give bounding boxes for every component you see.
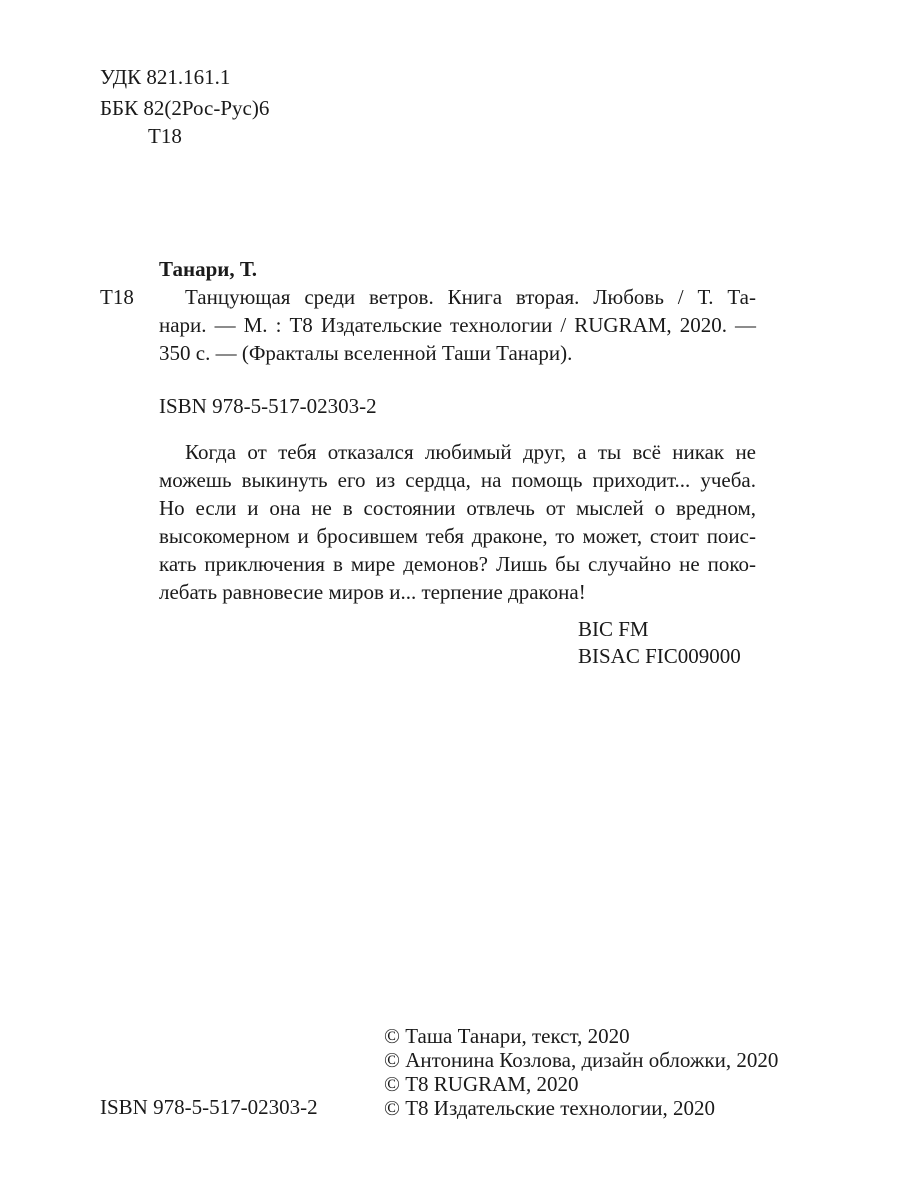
record-description-line-3: 350 с. — (Фракталы вселенной Таши Танари).: [159, 341, 573, 365]
annotation-line-1: Когда от тебя отказался любимый друг, а ты всё никак не: [185, 440, 756, 464]
copyright-line-3: © Т8 RUGRAM, 2020: [384, 1072, 579, 1096]
record-description-line-1: Танцующая среди ветров. Книга вторая. Любовь / Т. Та-: [185, 285, 756, 309]
annotation-line-2: можешь выкинуть его из сердца, на помощь приходит... учеба.: [159, 468, 756, 492]
copyright-line-1: © Таша Танари, текст, 2020: [384, 1024, 630, 1048]
annotation-line-6: лебать равновесие миров и... терпение дракона!: [159, 580, 586, 604]
bbk-code: ББК 82(2Рос-Рус)6: [100, 96, 270, 120]
udk-code: УДК 821.161.1: [100, 65, 231, 89]
record-author-mark: Т18: [100, 285, 134, 309]
annotation-line-4: высокомерном и бросившем тебя драконе, то может, стоит поис-: [159, 524, 756, 548]
bic-code: BIC FM: [578, 617, 649, 641]
bisac-code: BISAC FIC009000: [578, 644, 741, 668]
annotation-line-5: кать приключения в мире демонов? Лишь бы случайно не поко-: [159, 552, 756, 576]
copyright-line-4: © Т8 Издательские технологии, 2020: [384, 1096, 715, 1120]
annotation-line-3: Но если и она не в состоянии отвлечь от мыслей о вредном,: [159, 496, 756, 520]
record-description-line-2: нари. — М. : Т8 Издательские технологии / RUGRAM, 2020. —: [159, 313, 756, 337]
record-isbn: ISBN 978-5-517-02303-2: [159, 394, 377, 418]
copyright-line-2: © Антонина Козлова, дизайн обложки, 2020: [384, 1048, 779, 1072]
author-mark-top: Т18: [148, 124, 182, 148]
record-author: Танари, Т.: [159, 257, 258, 281]
footer-isbn: ISBN 978-5-517-02303-2: [100, 1095, 318, 1119]
